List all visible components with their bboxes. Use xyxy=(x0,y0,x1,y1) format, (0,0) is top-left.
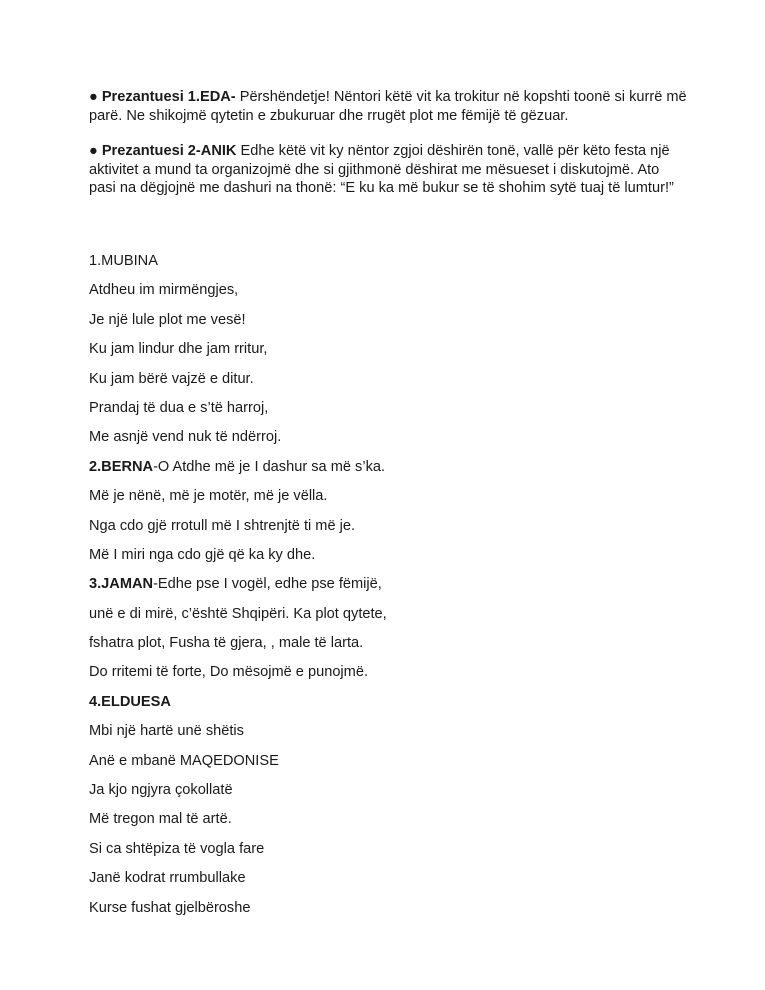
poem-heading-jaman: 3.JAMAN xyxy=(89,576,154,593)
poem-line: Më tregon mal të artë. xyxy=(89,811,232,828)
poem-line: Atdheu im mirmëngjes, xyxy=(89,282,239,299)
poem-line: Ku jam lindur dhe jam rritur, xyxy=(89,341,268,358)
poem-line: Je një lule plot me vesë! xyxy=(89,311,246,328)
presenter-1-text: Përshëndetje! Nëntori këtë vit ka trokitur në kopshti toonë si kurrë më parë. Ne shikojmë qytetin e zbukuruar dhe rrugët plot me fëmijë të gëzuar. xyxy=(89,89,687,124)
poem-line: Më je nënë, më je motër, më je vëlla. xyxy=(89,488,328,505)
poem-first-line-berna xyxy=(89,458,689,487)
poem-line: unë e di mirë, c’është Shqipëri. Ka plot qytete, xyxy=(89,605,387,622)
poem-line: Ja kjo ngjyra çokollatë xyxy=(89,782,233,799)
poem-line: -O Atdhe më je I dashur sa më s’ka. xyxy=(153,458,386,475)
poem-heading-berna: 2.BERNA xyxy=(89,458,154,475)
poems-section xyxy=(89,252,689,928)
poem-line: Më I miri nga cdo gjë që ka ky dhe. xyxy=(89,546,316,563)
presenter-2-paragraph xyxy=(89,142,689,198)
poem-line: Kurse fushat gjelbëroshe xyxy=(89,899,251,916)
poem-line: Mbi një hartë unë shëtis xyxy=(89,723,244,740)
poem-heading-elduesa: 4.ELDUESA xyxy=(89,693,171,710)
intro-section xyxy=(89,88,689,198)
poem-line: Si ca shtëpiza të vogla fare xyxy=(89,840,265,857)
poem-line: Janë kodrat rrumbullake xyxy=(89,870,246,887)
poem-line: Do rritemi të forte, Do mësojmë e punojmë. xyxy=(89,664,369,681)
presenter-1-name: Prezantuesi 1.EDA- xyxy=(101,89,236,105)
poem-heading-mubina: 1.MUBINA xyxy=(89,253,158,269)
presenter-1-paragraph xyxy=(89,88,689,125)
presenter-2-text: Edhe këtë vit ky nëntor zgjoi dëshirën tonë, vallë për këto festa një aktivitet a mund ta organizojmë dhe si gjithmonë dëshirat me mësueset i diskutojmë. Ato pasi na dëgjojnë me dashuri na thonë: “E ku ka më bukur se të shohim sytë tuaj të lumtur!” xyxy=(89,143,674,196)
bullet-icon: ● xyxy=(89,89,98,105)
presenter-2-name: Prezantuesi 2-ANIK xyxy=(101,143,237,159)
poem-line: Nga cdo gjë rrotull më I shtrenjtë ti më je. xyxy=(89,517,356,534)
poem-first-line-jaman xyxy=(89,575,689,604)
poem-line: Ku jam bërë vajzë e ditur. xyxy=(89,370,254,387)
bullet-icon: ● xyxy=(89,143,98,159)
poem-line: Prandaj të dua e s’të harroj, xyxy=(89,399,269,416)
poem-line: Anë e mbanë MAQEDONISE xyxy=(89,752,279,769)
poem-line: Me asnjë vend nuk të ndërroj. xyxy=(89,429,282,446)
poem-line: -Edhe pse I vogël, edhe pse fëmijë, xyxy=(153,576,382,593)
poem-line: fshatra plot, Fusha të gjera, , male të larta. xyxy=(89,635,364,652)
